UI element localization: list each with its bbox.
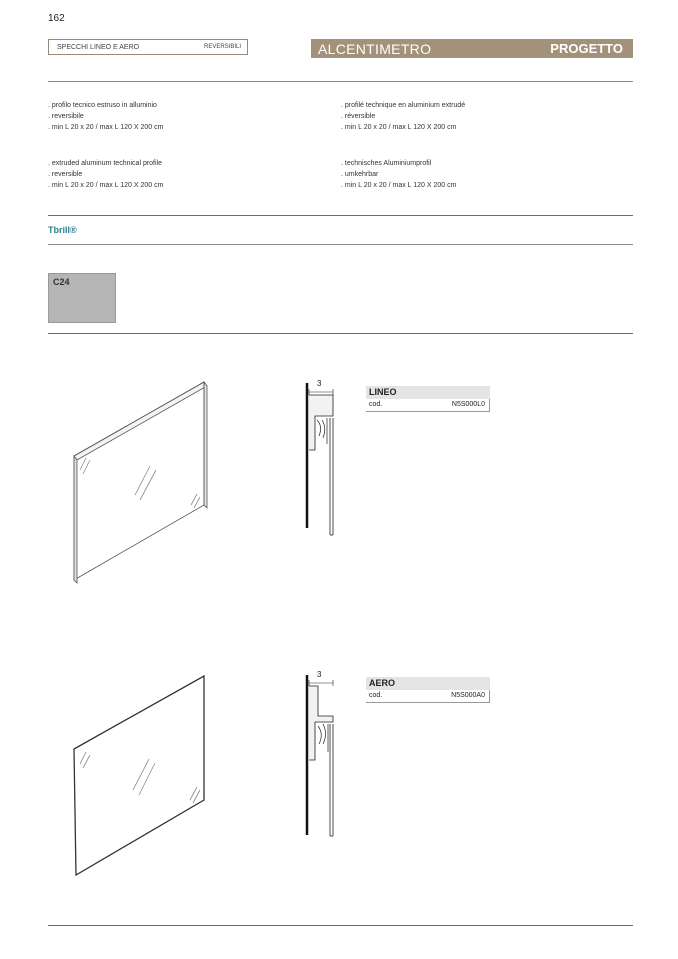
feature-line: . réversible [341, 113, 376, 120]
category-sublabel: REVERSIBILI [203, 44, 241, 50]
feature-line: . reversible [48, 171, 83, 178]
product-line: PROGETTO [550, 41, 623, 56]
swatch-code: C24 [53, 277, 70, 287]
page-number: 162 [48, 13, 65, 24]
feature-line: . min L 20 x 20 / max L 120 X 200 cm [48, 182, 164, 189]
feature-line: . extruded aluminum technical profile [48, 160, 163, 167]
code-value: N5S000L0 [451, 401, 485, 408]
product-name: LINEO [366, 386, 490, 399]
feature-line: . reversibile [48, 113, 84, 120]
lineo-dimension: 3 [317, 379, 322, 388]
category-label: SPECCHI LINEO E AERO [57, 43, 140, 51]
brand-name: ALCENTIMETRO [318, 41, 432, 57]
feature-line: . min L 20 x 20 / max L 120 X 200 cm [341, 182, 457, 189]
product-spec-aero [366, 677, 490, 703]
feature-line: . profilé technique en aluminium extrudé [341, 102, 466, 109]
code-value: N5S000A0 [451, 692, 485, 699]
feature-line: . min L 20 x 20 / max L 120 X 200 cm [48, 124, 164, 131]
feature-line: . profilo tecnico estruso in alluminio [48, 102, 157, 109]
product-code-row [366, 690, 490, 703]
finish-title: Tbrill® [48, 225, 77, 235]
product-name: AERO [366, 677, 490, 690]
aero-dimension: 3 [317, 670, 322, 679]
feature-line: . technisches Aluminiumprofil [341, 160, 432, 167]
code-label: cod. [369, 401, 383, 408]
footer-divider [48, 925, 633, 926]
feature-line: . min L 20 x 20 / max L 120 X 200 cm [341, 124, 457, 131]
code-label: cod. [369, 692, 383, 699]
feature-line: . umkehrbar [341, 171, 379, 178]
